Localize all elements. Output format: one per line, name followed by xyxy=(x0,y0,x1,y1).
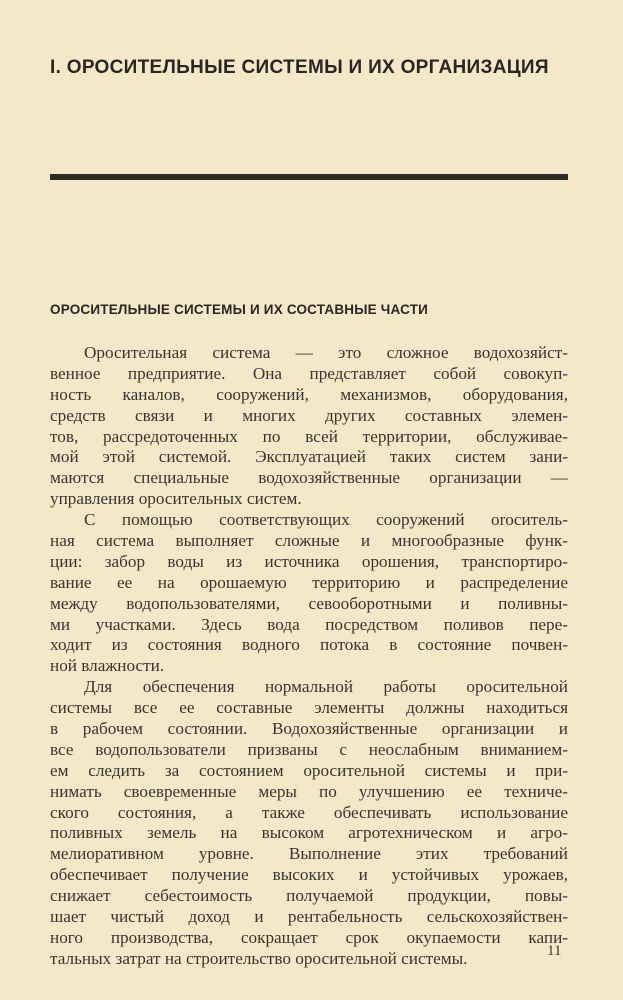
chapter-title: I. ОРОСИТЕЛЬНЫЕ СИСТЕМЫ И ИХ ОРГАНИЗАЦИЯ xyxy=(50,57,549,78)
text-line: ции: забор воды из источника орошения, транспортиро- xyxy=(50,551,568,571)
text-line: обеспечивает получение высоких и устойчивых урожаев, xyxy=(50,865,568,885)
page-number: 11 xyxy=(547,943,562,959)
text-line: вание ее на орошаемую территорию и распределение xyxy=(50,572,568,592)
text-line: ность каналов, сооружений, механизмов, оборудования, xyxy=(50,384,568,404)
body-text xyxy=(50,343,568,970)
text-line: венное предприятие. Она представляет собой совокуп- xyxy=(50,363,568,383)
text-line: ем следить за состоянием оросительной системы и при- xyxy=(50,760,568,780)
text-line: маются специальные водохозяйственные организации — xyxy=(50,468,568,488)
text-line: ми участками. Здесь вода посредством поливов пере- xyxy=(50,614,568,634)
text-line: в рабочем состоянии. Водохозяйственные организации и xyxy=(50,719,568,739)
text-line: тальных затрат на строительство оросительной системы. xyxy=(50,948,468,968)
text-line: тов, рассредоточенных по всей территории, обслуживае- xyxy=(50,426,568,446)
text-line: мой этой системой. Эксплуатацией таких систем зани- xyxy=(50,447,568,467)
text-line: между водопользователями, севооборотными и поливны- xyxy=(50,593,568,613)
text-line: нимать своевременные меры по улучшению ее техниче- xyxy=(50,781,568,801)
text-line: ского состояния, а также обеспечивать использование xyxy=(50,802,568,822)
text-line: Оросительная система — это сложное водохозяйст- xyxy=(84,343,568,362)
text-line: ного производства, сокращает срок окупаемости капи- xyxy=(50,927,568,947)
text-line: шает чистый доход и рентабельность сельскохозяйствен- xyxy=(50,907,568,927)
chapter-divider xyxy=(50,174,568,180)
text-line: поливных земель на высоком агротехническом и агро- xyxy=(50,823,568,843)
text-line: С помощью соответствующих сооружений оroситель- xyxy=(84,510,568,530)
text-line: мелиоративном уровне. Выполнение этих требований xyxy=(50,844,568,864)
text-line: Для обеспечения нормальной работы оросительной xyxy=(84,677,568,697)
text-line: системы все ее составные элементы должны находиться xyxy=(50,698,568,718)
text-line: снижает себестоимость получаемой продукции, повы- xyxy=(50,886,568,906)
text-line: все водопользователи призваны с неослабным вниманием- xyxy=(50,739,568,759)
text-line: ходит из состояния водного потока в состояние почвен- xyxy=(50,635,568,655)
text-line: управления оросительных систем. xyxy=(50,489,302,509)
text-line: средств связи и многих других составных элемен- xyxy=(50,405,568,425)
text-line: ная система выполняет сложные и многообразные функ- xyxy=(50,531,568,551)
text-line: ной влажности. xyxy=(50,656,165,676)
section-title: ОРОСИТЕЛЬНЫЕ СИСТЕМЫ И ИХ СОСТАВНЫЕ ЧАСТИ xyxy=(50,302,429,317)
